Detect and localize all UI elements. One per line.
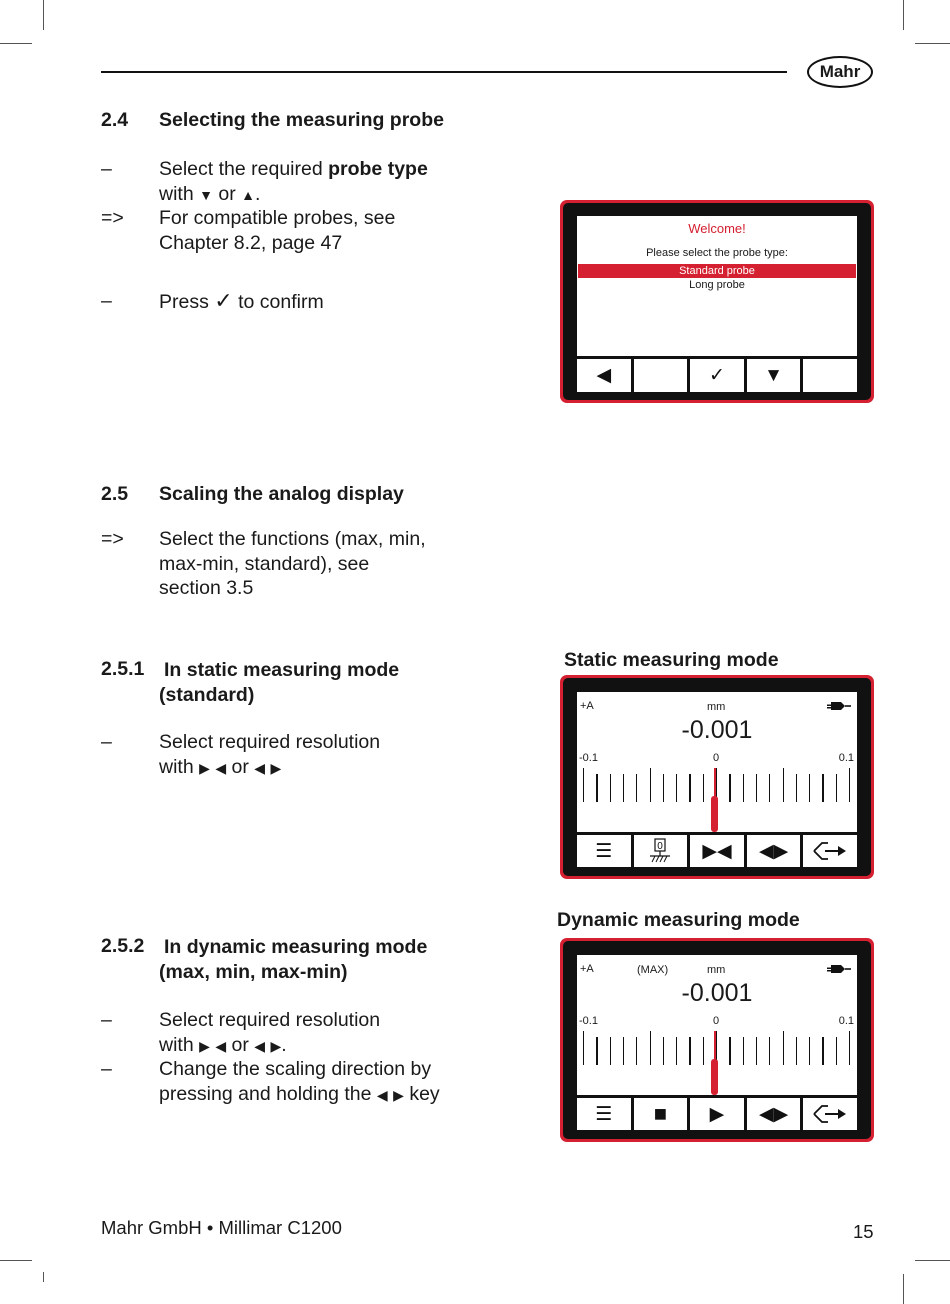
section-number: 2.5.1 — [101, 658, 145, 680]
menu-key[interactable]: ☰ — [577, 1098, 631, 1130]
zoom-out-key[interactable]: ◀▶ — [747, 1098, 801, 1130]
probe-option-standard[interactable]: Standard probe — [578, 264, 856, 278]
crop-mark — [0, 1260, 32, 1261]
scale-tick — [836, 1037, 837, 1065]
scale-tick — [636, 1037, 637, 1065]
scale-tick — [676, 774, 677, 802]
scale-mid: 0 — [713, 752, 720, 764]
scale-tick — [663, 774, 664, 802]
zoom-in-key[interactable]: ▶◀ — [690, 835, 744, 867]
blank-key[interactable] — [634, 359, 688, 392]
scale-tick — [809, 774, 810, 802]
measurement-value: -0.001 — [681, 979, 753, 1007]
softkey-bar — [577, 835, 857, 867]
unit-label: mm — [707, 964, 726, 976]
confirm-check-key[interactable]: ✓ — [690, 359, 744, 392]
scale-tick — [729, 774, 730, 802]
scale-tick — [836, 774, 837, 802]
power-plug-icon — [827, 963, 851, 975]
scale-tick — [783, 1031, 784, 1065]
scale-tick — [703, 1037, 704, 1065]
arrow-right-icon: ▶ — [199, 1037, 210, 1054]
play-key[interactable]: ▶ — [690, 1098, 744, 1130]
instruction-text: For compatible probes, see Chapter 8.2, page 47 — [159, 207, 396, 254]
scale-tick — [769, 774, 770, 802]
display-screen — [577, 216, 857, 356]
scale-tick — [703, 774, 704, 802]
device-welcome-screen — [560, 200, 874, 403]
section-title: In dynamic measuring mode (max, min, max-min) — [159, 936, 428, 983]
scale-tick — [849, 1031, 850, 1065]
zero-key[interactable] — [634, 835, 688, 867]
analog-needle — [714, 1031, 716, 1061]
left-arrow-key[interactable]: ◀ — [577, 359, 631, 392]
scale-tick — [596, 774, 597, 802]
static-mode-caption: Static measuring mode — [564, 649, 779, 671]
scale-tick — [756, 774, 757, 802]
scale-mid: 0 — [713, 1015, 720, 1027]
scale-min: -0.1 — [579, 752, 598, 764]
bullet: – — [101, 290, 112, 312]
instruction-text: Select the functions (max, min, max-min, standard), see section 3.5 — [159, 528, 426, 599]
scale-tick — [743, 1037, 744, 1065]
arrow-right-icon: ▶ — [199, 759, 210, 776]
instruction-text: Select the required probe type with ▼ or ▲. — [159, 158, 428, 205]
scale-tick — [610, 774, 611, 802]
function-label: (MAX) — [637, 964, 669, 976]
scale-tick — [583, 1031, 584, 1065]
analog-needle — [711, 796, 718, 832]
header-rule — [101, 71, 787, 73]
display-screen — [577, 692, 857, 832]
instruction-text: Select required resolution with ▶ ◀ or ◀ ▶ — [159, 731, 381, 778]
device-static-screen — [560, 675, 874, 879]
section-number: 2.5 — [101, 483, 129, 505]
device-dynamic-screen — [560, 938, 874, 1142]
stop-key[interactable]: ■ — [634, 1098, 688, 1130]
probe-prompt: Please select the probe type: — [646, 247, 788, 259]
scale-tick — [650, 768, 651, 802]
scale-tick — [623, 774, 624, 802]
arrow-right-icon: ▶ — [270, 759, 282, 776]
section-number: 2.4 — [101, 109, 129, 131]
section-title: Scaling the analog display — [159, 483, 404, 505]
instruction-text: Press ✓ to confirm — [159, 288, 324, 313]
scale-tick — [663, 1037, 664, 1065]
crop-mark — [43, 0, 44, 30]
down-arrow-key[interactable]: ▼ — [747, 359, 801, 392]
zero-ground-icon — [648, 838, 672, 864]
scale-tick — [636, 774, 637, 802]
bullet: – — [101, 1058, 112, 1080]
arrow-left-icon: ◀ — [215, 759, 227, 776]
bullet: – — [101, 158, 112, 180]
power-plug-icon — [827, 700, 851, 712]
check-icon: ✓ — [214, 288, 233, 313]
exit-key[interactable] — [803, 1098, 857, 1130]
emphasis: probe type — [328, 158, 428, 180]
svg-text:0: 0 — [657, 841, 664, 852]
exit-arrow-icon — [813, 1103, 847, 1125]
arrow-left-icon: ◀ — [376, 1086, 388, 1103]
scale-tick — [650, 1031, 651, 1065]
menu-key[interactable]: ☰ — [577, 835, 631, 867]
crop-mark — [903, 1274, 904, 1304]
instruction-text: Select required resolution with ▶ ◀ or ◀ ▶. — [159, 1009, 381, 1056]
scale-min: -0.1 — [579, 1015, 598, 1027]
arrow-right-icon: ▶ — [393, 1086, 404, 1103]
section-title: Selecting the measuring probe — [159, 109, 444, 131]
bullet: => — [101, 207, 124, 229]
scale-tick — [769, 1037, 770, 1065]
crop-mark — [915, 43, 950, 44]
arrow-up-icon: ▲ — [241, 186, 256, 203]
crop-mark — [915, 1260, 950, 1261]
scale-tick — [583, 768, 584, 802]
scale-max: 0.1 — [838, 752, 854, 764]
section-title: In static measuring mode (standard) — [159, 659, 400, 706]
softkey-bar — [577, 1098, 857, 1130]
arrow-down-icon: ▼ — [199, 186, 213, 203]
measurement-value: -0.001 — [681, 716, 753, 744]
scale-max: 0.1 — [838, 1015, 854, 1027]
scale-tick — [676, 1037, 677, 1065]
section-number: 2.5.2 — [101, 935, 145, 957]
zoom-out-key[interactable]: ◀▶ — [747, 835, 801, 867]
scale-tick — [796, 1037, 797, 1065]
scale-tick — [809, 1037, 810, 1065]
mode-label: +A — [580, 963, 594, 975]
mahr-logo: Mahr — [807, 56, 873, 88]
scale-tick — [822, 1037, 823, 1065]
exit-key[interactable] — [803, 835, 857, 867]
scale-tick — [689, 1037, 690, 1065]
instruction-text: Change the scaling direction by pressing and holding the ◀ ▶ key — [159, 1058, 440, 1105]
scale-tick — [623, 1037, 624, 1065]
analog-needle — [714, 768, 716, 798]
crop-mark — [0, 43, 32, 44]
crop-mark — [43, 1272, 44, 1282]
softkey-bar — [577, 359, 857, 392]
bullet: – — [101, 1009, 112, 1031]
footer-company: Mahr GmbH • Millimar C1200 — [101, 1217, 342, 1238]
scale-tick — [743, 774, 744, 802]
scale-tick — [689, 774, 690, 802]
welcome-title: Welcome! — [688, 221, 746, 236]
blank-key[interactable] — [803, 359, 857, 392]
scale-tick — [610, 1037, 611, 1065]
mode-label: +A — [580, 700, 594, 712]
bullet: – — [101, 731, 112, 753]
scale-tick — [783, 768, 784, 802]
probe-option-long[interactable]: Long probe — [689, 279, 745, 291]
scale-tick — [596, 1037, 597, 1065]
arrow-left-icon: ◀ — [254, 759, 266, 776]
scale-tick — [756, 1037, 757, 1065]
scale-tick — [849, 768, 850, 802]
bullet: => — [101, 528, 124, 550]
scale-tick — [822, 774, 823, 802]
arrow-right-icon: ▶ — [270, 1037, 282, 1054]
display-screen — [577, 955, 857, 1095]
arrow-left-icon: ◀ — [254, 1037, 266, 1054]
exit-arrow-icon — [813, 840, 847, 862]
unit-label: mm — [707, 701, 726, 713]
analog-needle — [711, 1059, 718, 1095]
crop-mark — [903, 0, 904, 30]
dynamic-mode-caption: Dynamic measuring mode — [557, 909, 800, 931]
page-number: 15 — [853, 1221, 874, 1242]
scale-tick — [729, 1037, 730, 1065]
arrow-left-icon: ◀ — [215, 1037, 227, 1054]
scale-tick — [796, 774, 797, 802]
